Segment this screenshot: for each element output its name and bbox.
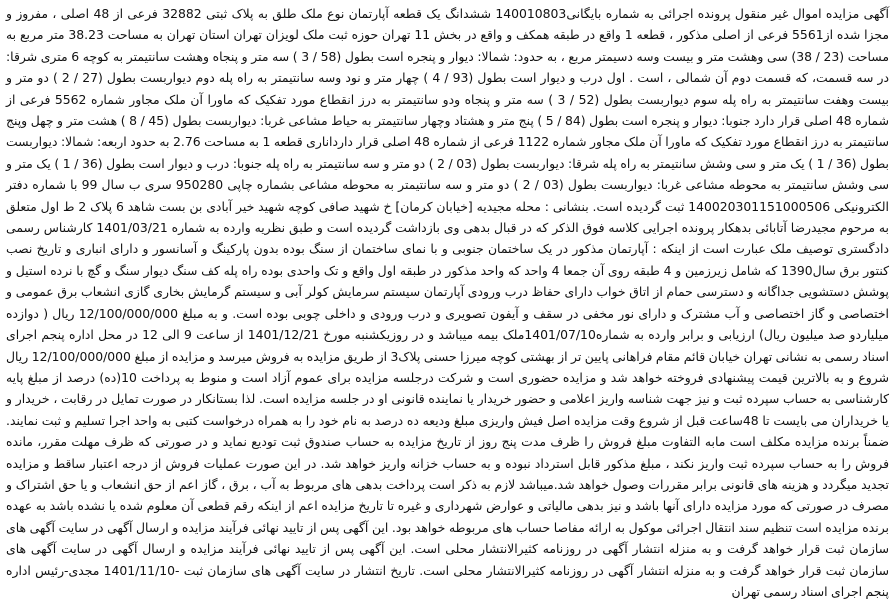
auction-notice-body: آگهی مزایده اموال غیر منقول پرونده اجرائی به شماره بایگانی140010803 ششدانگ یک قطعه آپارتمان نوع ملک طلق به پلاک ثبتی 32882 فرعی از 48 اصلی ، مفروز و مجزا شده از5561 فرعی از اصلی مذکور ، قطعه 1 واقع در طبقه همکف و واقع در بخش 11 تهران حوزه ثبت ملک لویزان تهران استان تهران به مساحت 38.23 متر مربع به مساحت (23 / 38) سی وهشت متر و بیست وسه دسیمتر مربع ، به حدود: شمالا: دیوار و پنجره است بطول (58 / 3 ) سه متر و پنجاه وهشت سانتیمتر به کوچه 6 متری شرقا: در سه قسمت، که قسمت دوم آن شمالی ، است . اول درب و دیوار است بطول (93 / 4 ) چهار متر و نود وسه سانتیمتر به راه پله دوم دیواربست بطول (27 / 2 ) دو متر و بیست وهفت سانتیمتر به راه پله سوم دیواربست بطول (52 / 3 ) سه متر و پنجاه ودو سانتیمتر به درز انقطاع مورد تفکیک که ماورا آن ملک مجاور شماره 5562 فرعی از شماره 48 اصلی قرار دارد جنوبا: دیوار و پنجره است بطول (84 / 5 ) پنج متر و هشتاد وچهار سانتیمتر به حیاط مشاعی غربا: دیواربست بطول (45 / 8 ) هشت متر و چهل وپنج سانتیمتر به درز انقطاع مورد تفکیک که ماورا آن ملک مجاور شماره 1122 فرعی از شماره 48 اصلی قرار دارداناری قطعه 1 به مساحت 2.76 به حدود اربعه: شمالا: دیواربست بطول (36 / 1 ) یک متر و سی وشش سانتیمتر به راه پله شرقا: دیواربست بطول (03 / 2 ) دو متر و سه سانتیمتر به راه پله جنوبا: درب و دیوار است بطول (36 / 1 ) یک متر و سی وشش سانتیمتر به محوطه مشاعی غربا: دیواربست بطول (03 / 2 ) دو متر و سه سانتیمتر به محوطه مشاعی بشماره چاپی 950280 سری ب سال 99 با شماره دفتر الکترونیکی 140020301151000506 ثبت گردیده است. بنشانی : محله مجیدیه [خیابان کرمان] خ شهید صافی کوچه شهید خیر آبادی بن بست شاهد 6 پلاک 2 ط اول متعلق به مرحوم مجیدرضا آتابائی بدهکار پرونده اجرایی کلاسه فوق الذکر که در قبال بدهی وی بازداشت گردیده است و طبق نظریه وارده به شماره 1401/03/21 کارشناس رسمی دادگستری توصیف ملک عبارت است از اینکه : آپارتمان مذکور در یک ساختمان جنوبی و با نمای ساختمان از سنگ بوده بدون پارکینگ و آسانسور و دارای انباری و تاریخ نصب کنتور برق سال1390 که شامل زیرزمین و 4 طبقه روی آن جمعا 4 واحد که واحد مذکور در طبقه اول واقع و تک واحدی بوده راه پله کف سنگ دیوار سنگ و گچ با نرده استیل و پوشش دستشویی جداگانه و دسترسی حمام از اتاق خواب دارای حفاظ درب ورودی آپارتمان سیستم سرمایش کولر آبی و سیستم گرمایش بخاری گازی انشعاب برق عمومی و اختصاصی و گاز اختصاصی و آب مشترک و دارای نور مخفی در سقف و آیفون تصویری و درب ورودی و داخلی چوبی بوده است. و به مبلغ 12/100/000/000 ریال ( دوازده میلیاردو صد میلیون ریال) ارزیابی و برابر وارده به شماره1401/07/10ملک بیمه میباشد و در روزیکشنبه مورخ 1401/12/21 از ساعت 9 الی 12 در محل اداره پنجم اجرای اسناد رسمی به نشانی تهران خیابان قائم مقام فراهانی پایین تر از بهشتی کوچه میرزا حسنی پلاک3 از طریق مزایده به فروش میرسد و مزایده از مبلغ 12/100/000/000 ریال شروع و به بالاترین قیمت پیشنهادی فروخته خواهد شد و مزایده حضوری است و شرکت درجلسه مزایده برای عموم آزاد است و منوط به پرداخت 10(ده) درصد از مبلغ پایه کارشناسی به حساب سپرده ثبت و نیز جهت شناسه واریز اعلامی و حضور خریدار یا نماینده قانونی او در جلسه مزایده است. لذا بستانکار در صورت تمایل در رقابت ، خریدار و یا خریداران می بایست تا 48ساعت قبل از شروع وقت مزایده اصل فیش واریزی مبلغ ودیعه ده درصد به نام خود را به همراه درخواست کتبی به واحد اجرا تسلیم و ثبت نمایند. ضمناً برنده مزایده مکلف است مابه التفاوت مبلغ فروش را ظرف مدت پنج روز از تاریخ مزایده به حساب صندوق ثبت تودیع نماید و در صورتی که ظرف مهلت مقرر، مانده فروش را به حساب سپرده ثبت واریز نکند ، مبلغ مذکور قابل استرداد نبوده و به حساب خزانه واریز خواهد شد. در این صورت عملیات فروش از درجه اعتبار ساقط و مزایده تجدید میگردد و هزینه های قانونی برابر مقررات وصول خواهد شد.میباشد لازم به ذکر است پرداخت بدهی های مربوط به آب ، برق ، گاز اعم از حق انشعاب و یا حق اشتراک و مصرف در صورتی که مورد مزایده دارای آنها باشد و نیز بدهی مالیاتی و عوارض شهرداری و غیره تا تاریخ مزایده اعم از اینکه رقم قطعی آن معلوم شده یا نشده باشد به عهده برنده مزایده است تنظیم سند انتقال اجرائی موکول به ارائه مفاصا حساب های مربوطه خواهد بود. این آگهی پس از تایید نهائی فرآیند مزایده و ارسال آگهی در سایت آگهی های سازمان ثبت قرار خواهد گرفت و به منزله انتشار آگهی در روزنامه کثیرالانتشار محلی است. این آگهی پس از تایید نهائی فرآیند مزایده و ارسال آگهی در سایت آگهی های سازمان ثبت قرار خواهد گرفت و به منزله انتشار آگهی در روزنامه کثیرالانتشار محلی است. تاریخ انتشار در سایت آگهی های سازمان ثبت -1401/11/10 مجدی-رئیس اداره پنجم اجرای اسناد رسمی تهران xyxy=(6,6,890,599)
